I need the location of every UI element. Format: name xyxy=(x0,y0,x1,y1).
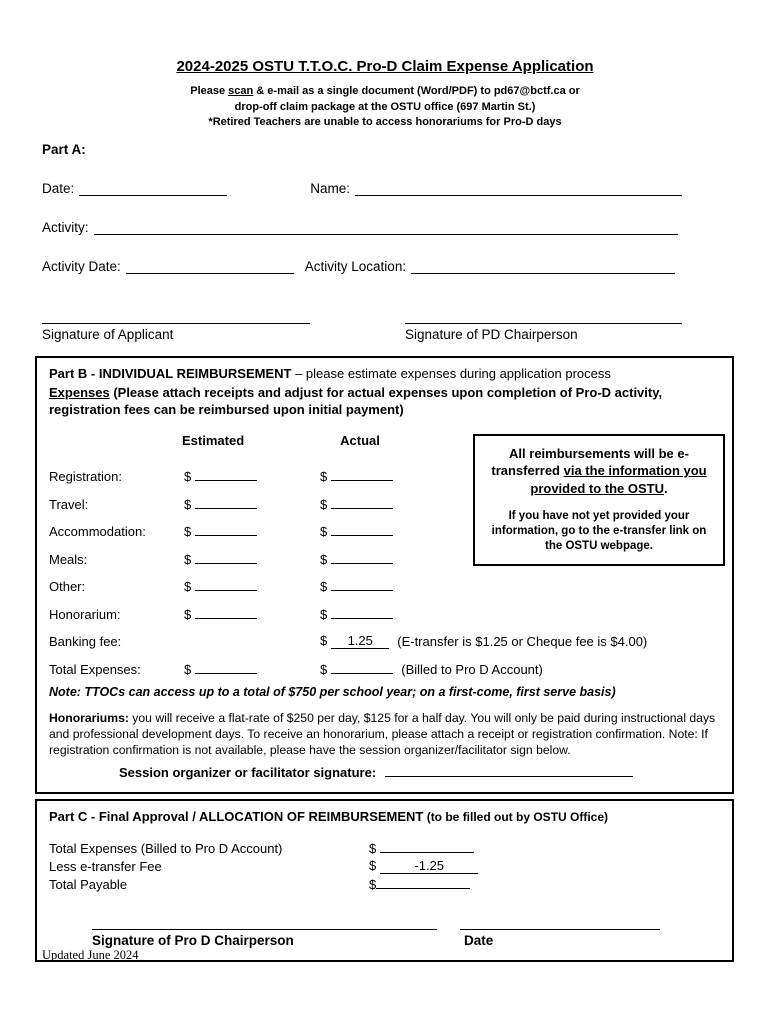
actual-blank[interactable] xyxy=(331,495,393,509)
total-expenses-label: Total Expenses: xyxy=(49,661,141,677)
expenses-note-rest: (Please attach receipts and adjust for actual expenses upon completion of Pro-D activity, registration fees can be reimbursed upon initial payment) xyxy=(49,385,663,417)
date-label: Date xyxy=(464,932,494,948)
total-expenses-row xyxy=(49,838,722,856)
prod-chairperson-signature-label: Signature of Pro D Chairperson xyxy=(92,932,294,948)
estimated-blank[interactable] xyxy=(195,522,257,536)
banking-fee-note: (E-transfer is $1.25 or Cheque fee is $4.00) xyxy=(397,634,648,650)
etransfer-fee-value: -1.25 xyxy=(380,858,478,874)
part-b-section xyxy=(35,356,734,794)
part-c-value xyxy=(369,873,470,892)
part-c-row-label: Total Payable xyxy=(49,876,128,892)
name-label: Name: xyxy=(310,180,351,196)
dollar-sign: $ xyxy=(320,633,328,649)
etransfer-text: . xyxy=(664,480,668,496)
actual-cell xyxy=(320,577,456,594)
instruction-scan-underline: scan xyxy=(228,85,254,97)
pd-chairperson-signature-label: Signature of PD Chairperson xyxy=(405,326,578,342)
dollar-sign: $ xyxy=(184,606,192,622)
part-c-row-label: Less e-transfer Fee xyxy=(49,858,162,874)
dollar-sign: $ xyxy=(184,661,192,677)
dollar-sign: $ xyxy=(369,857,377,873)
estimated-cell xyxy=(184,660,320,677)
dollar-sign: $ xyxy=(184,469,192,485)
date-label: Date: xyxy=(42,180,75,196)
banking-fee-label: Banking fee: xyxy=(49,634,122,650)
instruction-line-1 xyxy=(42,84,728,100)
instruction-text: Please xyxy=(190,85,229,97)
estimated-cell xyxy=(184,495,320,512)
estimated-blank[interactable] xyxy=(195,605,257,619)
estimated-blank[interactable] xyxy=(195,577,257,591)
estimated-blank[interactable] xyxy=(195,467,257,481)
actual-cell xyxy=(320,495,456,512)
name-field-blank[interactable] xyxy=(355,181,682,196)
estimated-column-header: Estimated xyxy=(182,432,245,448)
part-c-value xyxy=(369,837,474,856)
dollar-sign: $ xyxy=(320,661,328,677)
footer-updated-date: Updated June 2024 xyxy=(42,948,139,962)
dollar-sign: $ xyxy=(369,876,377,892)
part-c-signature-labels xyxy=(49,933,722,948)
expense-row-other xyxy=(49,567,722,595)
dollar-sign: $ xyxy=(369,840,377,856)
expense-label: Meals: xyxy=(49,551,88,567)
actual-column-header: Actual xyxy=(340,432,380,448)
instruction-line-2: drop-off claim package at the OSTU office (697 Martin St.) xyxy=(234,100,536,113)
part-c-section xyxy=(35,799,734,962)
dollar-sign: $ xyxy=(184,579,192,595)
actual-blank[interactable] xyxy=(331,467,393,481)
actual-cell xyxy=(320,467,456,484)
activity-label: Activity: xyxy=(42,219,89,235)
estimated-blank[interactable] xyxy=(195,495,257,509)
total-note: (Billed to Pro D Account) xyxy=(401,661,543,677)
dollar-sign: $ xyxy=(320,496,328,512)
expense-label: Honorarium: xyxy=(49,606,121,622)
honorariums-text: you will receive a flat-rate of $250 per day, $125 for a half day. You will only be paid during instructional days and professional development days. To receive an honorarium, please attach a receipt or registration confirmation. Note: If registration confirmation is not available, please have the session organizer/facilitator sign below. xyxy=(49,710,716,758)
actual-cell xyxy=(320,550,456,567)
part-c-heading-rest: (to be filled out by OSTU Office) xyxy=(423,809,609,824)
actual-blank[interactable] xyxy=(331,550,393,564)
applicant-signature-line[interactable] xyxy=(42,310,310,324)
part-c-rows xyxy=(49,838,722,892)
part-b-heading-bold: Part B - INDIVIDUAL REIMBURSEMENT xyxy=(49,365,292,381)
estimated-cell xyxy=(184,550,320,567)
part-b-heading xyxy=(49,366,722,382)
estimated-cell xyxy=(184,467,320,484)
instruction-line-3: *Retired Teachers are unable to access honorariums for Pro-D days xyxy=(208,116,562,129)
date-line[interactable] xyxy=(460,916,660,930)
expense-label: Accommodation: xyxy=(49,524,146,540)
page-title: 2024-2025 OSTU T.T.O.C. Pro-D Claim Expense Application xyxy=(176,58,594,75)
honorariums-label: Honorariums: xyxy=(49,710,129,725)
part-a-signature-lines xyxy=(42,310,728,324)
date-name-row xyxy=(42,181,728,196)
estimated-blank[interactable] xyxy=(195,550,257,564)
expenses-label-underlined: Expenses xyxy=(49,385,110,401)
session-signature-blank[interactable] xyxy=(385,762,633,777)
dollar-sign: $ xyxy=(320,551,328,567)
total-payable-blank[interactable] xyxy=(376,873,470,889)
less-etransfer-row xyxy=(49,856,722,874)
part-c-value xyxy=(369,858,478,874)
honorariums-paragraph xyxy=(49,710,722,759)
dollar-sign: $ xyxy=(184,496,192,512)
part-b-expenses-note xyxy=(49,385,722,419)
actual-cell xyxy=(320,522,456,539)
pd-chairperson-signature-line[interactable] xyxy=(405,310,682,324)
estimated-cell xyxy=(184,522,320,539)
actual-blank[interactable] xyxy=(331,522,393,536)
part-c-signature-lines xyxy=(49,916,722,930)
dollar-sign: $ xyxy=(320,579,328,595)
activity-row xyxy=(42,220,728,235)
session-signature-row xyxy=(119,762,722,780)
activity-date-label: Activity Date: xyxy=(42,258,121,274)
dollar-sign: $ xyxy=(184,551,192,567)
date-field-blank[interactable] xyxy=(79,181,227,196)
expense-row-honorarium xyxy=(49,594,722,622)
dollar-sign: $ xyxy=(320,606,328,622)
banking-fee-value: 1.25 xyxy=(331,633,389,649)
activity-date-field-blank[interactable] xyxy=(126,259,294,274)
actual-cell xyxy=(320,660,393,677)
etransfer-info-box xyxy=(473,434,725,566)
actual-cell xyxy=(320,605,456,622)
dollar-sign: $ xyxy=(184,524,192,540)
actual-blank[interactable] xyxy=(331,605,393,619)
activity-field-blank[interactable] xyxy=(94,220,678,235)
part-a-heading: Part A: xyxy=(42,141,86,157)
instruction-text: & e-mail as a single document (Word/PDF) to pd67@bctf.ca or xyxy=(253,85,580,97)
total-payable-row xyxy=(49,874,722,892)
expense-label: Travel: xyxy=(49,496,89,512)
estimated-cell xyxy=(184,577,320,594)
activity-location-field-blank[interactable] xyxy=(411,259,675,274)
etransfer-underlined-text: via the information you provided to the OSTU xyxy=(530,463,707,496)
etransfer-text: All reimbursements will be e-transferred xyxy=(491,445,689,479)
prod-chairperson-signature-line[interactable] xyxy=(92,916,437,930)
estimated-cell xyxy=(184,605,320,622)
dollar-sign: $ xyxy=(320,469,328,485)
ttoc-limit-note: Note: TTOCs can access up to a total of $750 per school year; on a first-come, first serve basis) xyxy=(49,684,616,699)
dollar-sign: $ xyxy=(320,524,328,540)
instructions xyxy=(42,84,728,131)
applicant-signature-label: Signature of Applicant xyxy=(42,326,174,342)
part-a-signature-labels xyxy=(42,327,728,342)
activity-date-row xyxy=(42,259,728,274)
activity-location-label: Activity Location: xyxy=(304,258,407,274)
actual-blank[interactable] xyxy=(331,577,393,591)
expense-label: Other: xyxy=(49,579,86,595)
estimated-blank[interactable] xyxy=(195,660,257,674)
part-c-heading xyxy=(49,809,722,825)
total-expenses-blank[interactable] xyxy=(380,837,474,853)
part-c-heading-bold: Part C - Final Approval / ALLOCATION OF REIMBURSEMENT xyxy=(49,808,424,824)
etransfer-info-p1 xyxy=(482,445,716,498)
expense-row-total xyxy=(49,649,722,677)
expense-label: Registration: xyxy=(49,469,122,485)
actual-blank[interactable] xyxy=(331,660,393,674)
part-c-row-label: Total Expenses (Billed to Pro D Account) xyxy=(49,840,283,856)
part-b-heading-rest: – please estimate expenses during application process xyxy=(291,365,611,381)
expense-row-banking-fee xyxy=(49,622,722,650)
banking-fee-actual xyxy=(320,633,389,649)
session-signature-label: Session organizer or facilitator signature: xyxy=(119,764,377,780)
etransfer-info-p2: If you have not yet provided your information, go to the e-transfer link on the OSTU webpage. xyxy=(491,510,707,553)
